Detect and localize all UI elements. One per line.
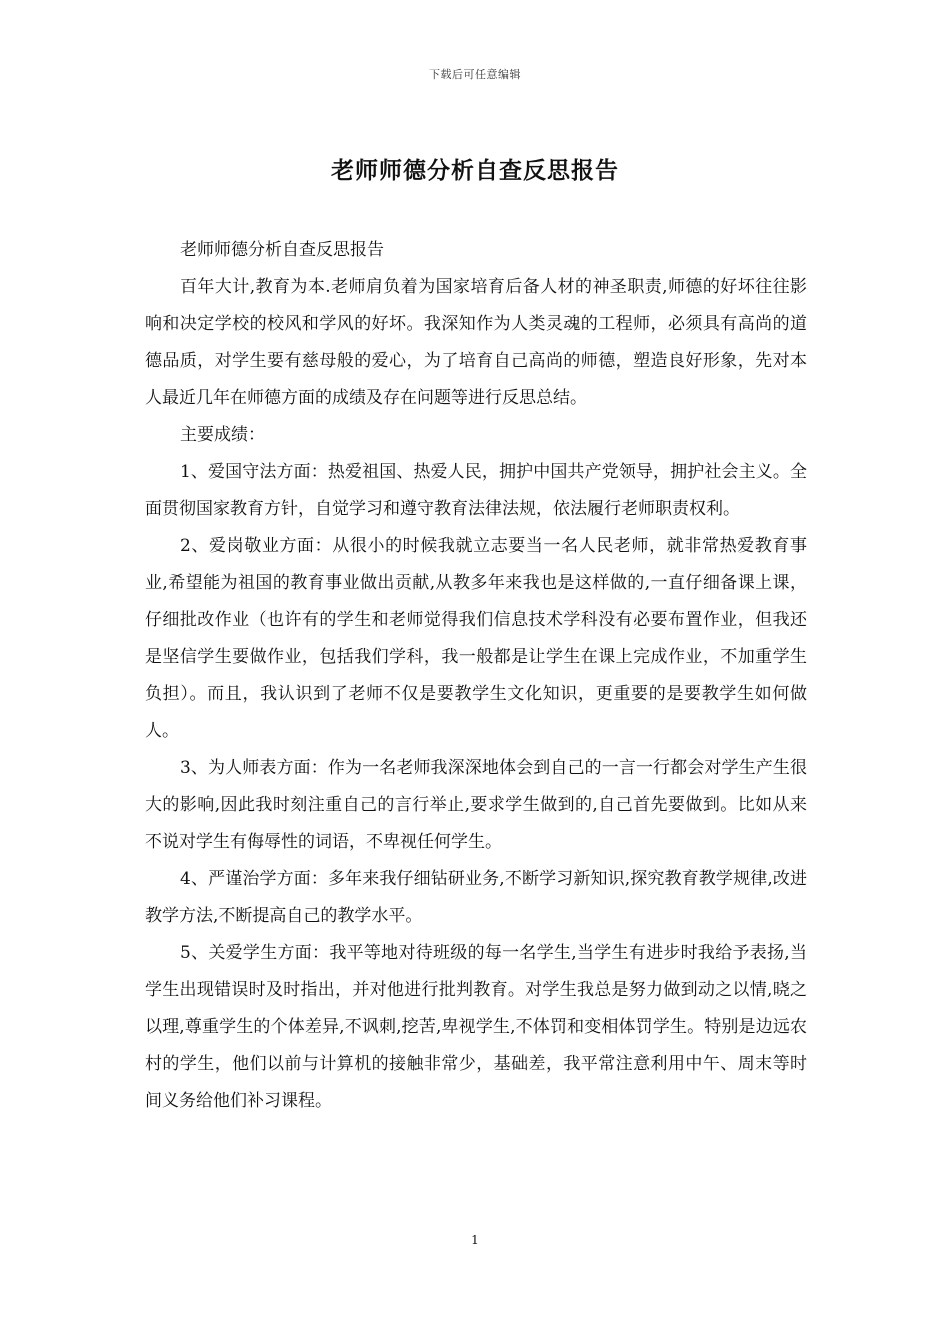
- paragraph-item-2: 2、爱岗敬业方面：从很小的时候我就立志要当一名人民老师，就非常热爱教育事业,希望能为祖国的教育事业做出贡献,从教多年来我也是这样做的,一直仔细备课上课，仔细批改作业（也许有的学生和老师觉得我们信息技术学科没有必要布置作业，但我还是坚信学生要做作业，包括我们学科，我一般都是让学生在课上完成作业，不加重学生负担）。而且，我认识到了老师不仅是要教学生文化知识，更重要的是要教学生如何做人。: [145, 536, 807, 741]
- paragraph-item-3: 3、为人师表方面：作为一名老师我深深地体会到自己的一言一行都会对学生产生很大的影响,因此我时刻注重自己的言行举止,要求学生做到的,自己首先要做到。比如从来不说对学生有侮辱性的词语，不卑视任何学生。: [145, 758, 807, 852]
- document-title: 老师师德分析自查反思报告: [331, 157, 619, 184]
- paragraph-item-5: 5、关爱学生方面：我平等地对待班级的每一名学生,当学生有进步时我给予表扬,当学生出现错误时及时指出，并对他进行批判教育。对学生我总是努力做到动之以情,晓之以理,尊重学生的个体差异,不讽刺,挖苦,卑视学生,不体罚和变相体罚学生。特别是边远农村的学生，他们以前与计算机的接触非常少，基础差，我平常注意利用中午、周末等时间义务给他们补习课程。: [145, 943, 807, 1111]
- paragraph-item-1: 1、爱国守法方面：热爱祖国、热爱人民，拥护中国共产党领导，拥护社会主义。全面贯彻国家教育方针，自觉学习和遵守教育法律法规，依法履行老师职责权利。: [145, 462, 807, 519]
- paragraph-subtitle: 老师师德分析自查反思报告: [180, 240, 384, 260]
- paragraph-intro: 百年大计,教育为本.老师肩负着为国家培育后备人材的神圣职责,师德的好坏往往影响和决定学校的校风和学风的好坏。我深知作为人类灵魂的工程师，必须具有高尚的道德品质，对学生要有慈母般的爱心，为了培育自己高尚的师德，塑造良好形象，先对本人最近几年在师德方面的成绩及存在问题等进行反思总结。: [145, 277, 807, 408]
- paragraph-achievements-heading: 主要成绩：: [180, 425, 265, 445]
- header-note: 下载后可任意编辑: [429, 68, 521, 81]
- document-body: [145, 232, 807, 1120]
- page-number: 1: [471, 1233, 479, 1247]
- paragraph-item-4: 4、严谨治学方面：多年来我仔细钻研业务,不断学习新知识,探究教育教学规律,改进教学方法,不断提高自己的教学水平。: [145, 869, 807, 926]
